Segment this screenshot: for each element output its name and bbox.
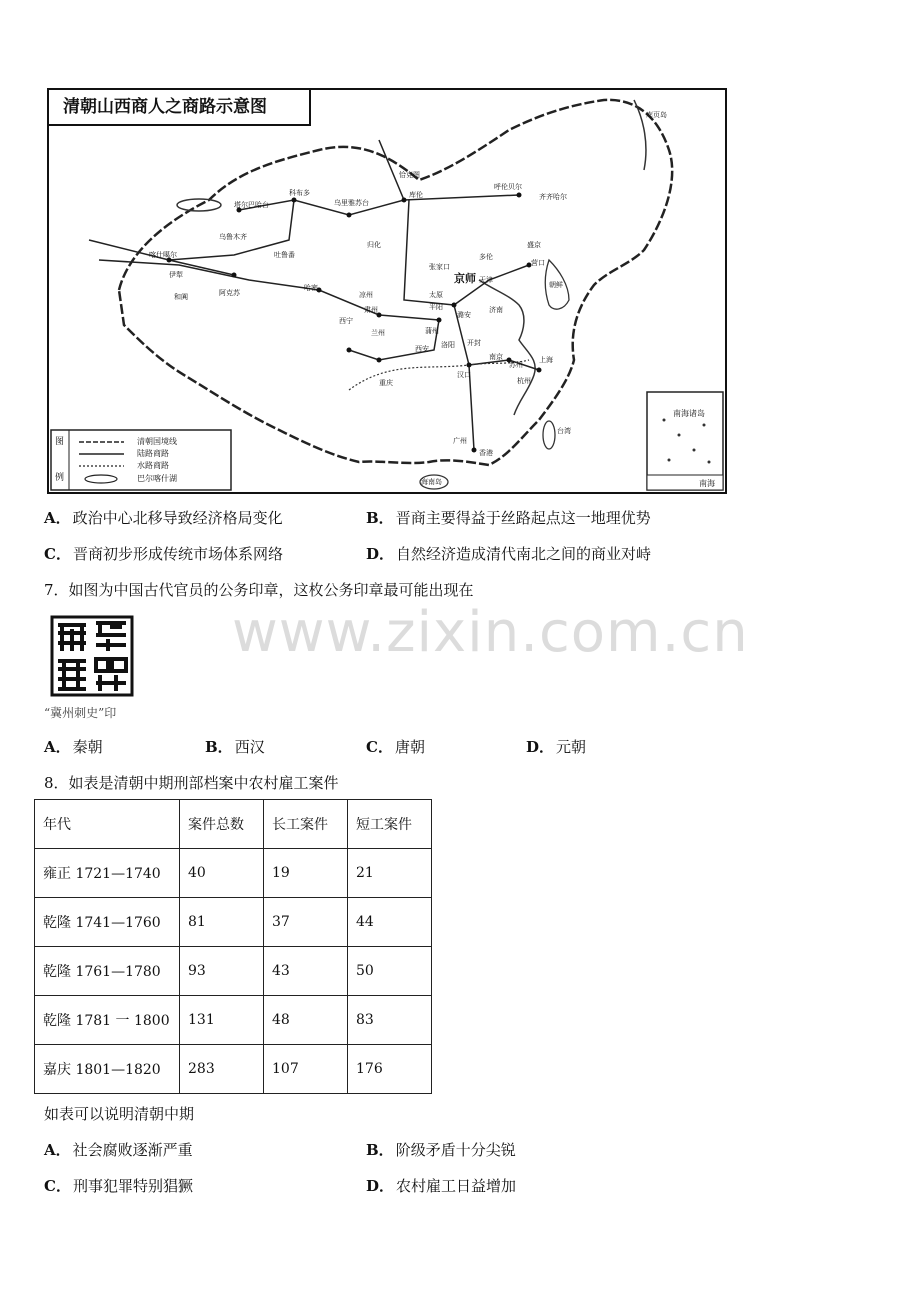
place-label: 吐鲁番	[274, 251, 295, 259]
q7-option-a[interactable]	[44, 736, 103, 757]
option-letter: D．	[366, 1177, 395, 1195]
place-label: 凉州	[359, 291, 373, 299]
option-text: 唐朝	[394, 738, 425, 756]
table-header-cell: 案件总数	[180, 800, 264, 849]
table-row	[35, 1045, 432, 1094]
table-cell: 50	[348, 947, 432, 996]
q8-table	[34, 799, 432, 1094]
option-text: 刑事犯罪特别猖獗	[72, 1177, 193, 1195]
place-label: 库页岛	[646, 111, 667, 119]
place-label: 归化	[367, 241, 381, 249]
route-6	[99, 260, 439, 320]
table-cell: 43	[264, 947, 348, 996]
place-label: 上海	[539, 356, 553, 364]
qing-trade-route-map	[47, 88, 727, 494]
table-cell: 雍正 1721—1740	[35, 849, 180, 898]
option-text: 晋商主要得益于丝路起点这一地理优势	[395, 509, 651, 527]
inset-sea-label: 南海	[699, 479, 715, 488]
place-label: 蒲州	[425, 327, 439, 335]
place-label: 台湾	[557, 427, 571, 435]
table-cell: 48	[264, 996, 348, 1045]
map-drawing	[49, 90, 725, 492]
place-label: 济南	[489, 306, 503, 314]
table-header-cell: 年代	[35, 800, 180, 849]
table-row	[35, 996, 432, 1045]
legend-item: 陆路商路	[137, 449, 169, 458]
place-label: 肃州	[364, 306, 378, 314]
table-cell: 44	[348, 898, 432, 947]
legend-item: 水路商路	[137, 461, 169, 470]
seal-image	[50, 615, 134, 697]
place-label: 科布多	[289, 189, 310, 197]
place-label: 乌里雅苏台	[334, 199, 369, 207]
table-cell: 40	[180, 849, 264, 898]
option-letter: A．	[44, 738, 71, 756]
legend-side-label-2: 例	[55, 473, 65, 483]
table-cell: 嘉庆 1801—1820	[35, 1045, 180, 1094]
q8-option-b[interactable]	[366, 1139, 516, 1160]
table-header-cell: 短工案件	[348, 800, 432, 849]
place-label: 库伦	[409, 191, 423, 199]
place-label: 营口	[531, 259, 545, 267]
q8-option-a[interactable]	[44, 1139, 193, 1160]
q6-option-b[interactable]	[366, 507, 651, 528]
place-label: 苏州	[509, 361, 523, 369]
place-label: 恰克图	[399, 171, 420, 179]
place-label: 洛阳	[441, 341, 455, 349]
place-label: 西安	[415, 345, 429, 353]
table-cell: 21	[348, 849, 432, 898]
place-label: 太原	[429, 291, 443, 299]
place-label: 南京	[489, 353, 503, 361]
place-label: 哈密	[304, 284, 318, 292]
legend-item: 巴尔喀什湖	[137, 474, 177, 483]
table-cell: 乾隆 1741—1760	[35, 898, 180, 947]
option-text: 秦朝	[72, 738, 103, 756]
place-label: 喀什噶尔	[149, 251, 177, 259]
option-letter: B．	[205, 738, 233, 756]
table-header-row	[35, 800, 432, 849]
option-letter: B．	[366, 1141, 394, 1159]
place-label: 呼伦贝尔	[494, 183, 522, 191]
place-label: 朝鲜	[549, 281, 563, 289]
option-text: 政治中心北移导致经济格局变化	[72, 509, 283, 527]
place-label: 盛京	[527, 241, 541, 249]
place-label: 平阳	[429, 303, 443, 311]
place-label: 多伦	[479, 253, 493, 261]
option-text: 元朝	[556, 738, 587, 756]
option-letter: A．	[44, 1141, 71, 1159]
option-text: 西汉	[234, 738, 265, 756]
table-header-cell: 长工案件	[264, 800, 348, 849]
table-cell: 83	[348, 996, 432, 1045]
table-cell: 131	[180, 996, 264, 1045]
place-label: 潞安	[457, 311, 471, 319]
option-letter: A．	[44, 509, 71, 527]
qing-border	[119, 100, 672, 465]
place-label: 兰州	[371, 329, 385, 337]
table-row	[35, 947, 432, 996]
q7-option-c[interactable]	[366, 736, 425, 757]
q7-option-b[interactable]	[205, 736, 265, 757]
table-cell: 283	[180, 1045, 264, 1094]
place-label: 开封	[467, 339, 481, 347]
option-letter: B．	[366, 509, 394, 527]
place-label: 京师	[454, 272, 476, 285]
place-label: 西宁	[339, 317, 353, 325]
option-text: 社会腐败逐渐严重	[72, 1141, 193, 1159]
place-label: 海南岛	[421, 478, 442, 486]
option-letter: C．	[44, 1177, 71, 1195]
q7-option-d[interactable]	[526, 736, 586, 757]
q8-follow-text: 如表可以说明清朝中期	[44, 1105, 195, 1123]
option-letter: D．	[526, 738, 555, 756]
taiwan-shape	[543, 421, 555, 449]
option-letter: C．	[44, 545, 71, 563]
option-text: 农村雇工日益增加	[396, 1177, 517, 1195]
place-label: 阿克苏	[219, 289, 240, 297]
legend-side-label-1: 图	[55, 437, 65, 447]
route-10	[469, 360, 539, 370]
place-label: 杭州	[517, 377, 531, 385]
q6-option-c[interactable]	[44, 543, 283, 564]
place-label: 伊犁	[169, 271, 183, 279]
place-label: 汉口	[457, 371, 471, 379]
watermark: www.zixin.com.cn	[232, 600, 749, 665]
coastline	[479, 280, 535, 415]
place-label: 塔尔巴哈台	[234, 201, 269, 209]
legend-item: 清朝国境线	[137, 437, 177, 446]
option-text: 自然经济造成清代南北之间的商业对峙	[396, 545, 652, 563]
place-label: 和阗	[174, 293, 188, 301]
q6-option-d[interactable]	[366, 543, 651, 564]
table-cell: 81	[180, 898, 264, 947]
table-cell: 176	[348, 1045, 432, 1094]
place-label: 香港	[479, 449, 493, 457]
table-cell: 19	[264, 849, 348, 898]
place-label: 乌鲁木齐	[219, 233, 247, 241]
q8-option-d[interactable]	[366, 1175, 516, 1196]
place-label: 天津	[479, 276, 493, 284]
q8-option-c[interactable]	[44, 1175, 193, 1196]
option-text: 晋商初步形成传统市场体系网络	[72, 545, 283, 563]
table-cell: 乾隆 1761—1780	[35, 947, 180, 996]
q7-stem: 7．如图为中国古代官员的公务印章，这枚公务印章最可能出现在	[44, 581, 474, 599]
seal-caption: “冀州刺史”印	[44, 706, 117, 720]
option-letter: D．	[366, 545, 395, 563]
place-label: 齐齐哈尔	[539, 193, 567, 201]
table-cell: 93	[180, 947, 264, 996]
q8-stem: 8．如表是清朝中期刑部档案中农村雇工案件	[44, 774, 339, 792]
option-letter: C．	[366, 738, 393, 756]
place-label: 重庆	[379, 379, 393, 387]
water-route	[349, 360, 529, 390]
place-label: 张家口	[429, 263, 450, 271]
q6-option-a[interactable]	[44, 507, 283, 528]
inset-label: 南海诸岛	[673, 409, 705, 418]
map-title: 清朝山西商人之商路示意图	[49, 90, 311, 126]
table-row	[35, 849, 432, 898]
table-row	[35, 898, 432, 947]
table-cell: 乾隆 1781 一 1800	[35, 996, 180, 1045]
option-text: 阶级矛盾十分尖锐	[395, 1141, 516, 1159]
table-cell: 37	[264, 898, 348, 947]
table-cell: 107	[264, 1045, 348, 1094]
place-label: 广州	[453, 437, 467, 445]
